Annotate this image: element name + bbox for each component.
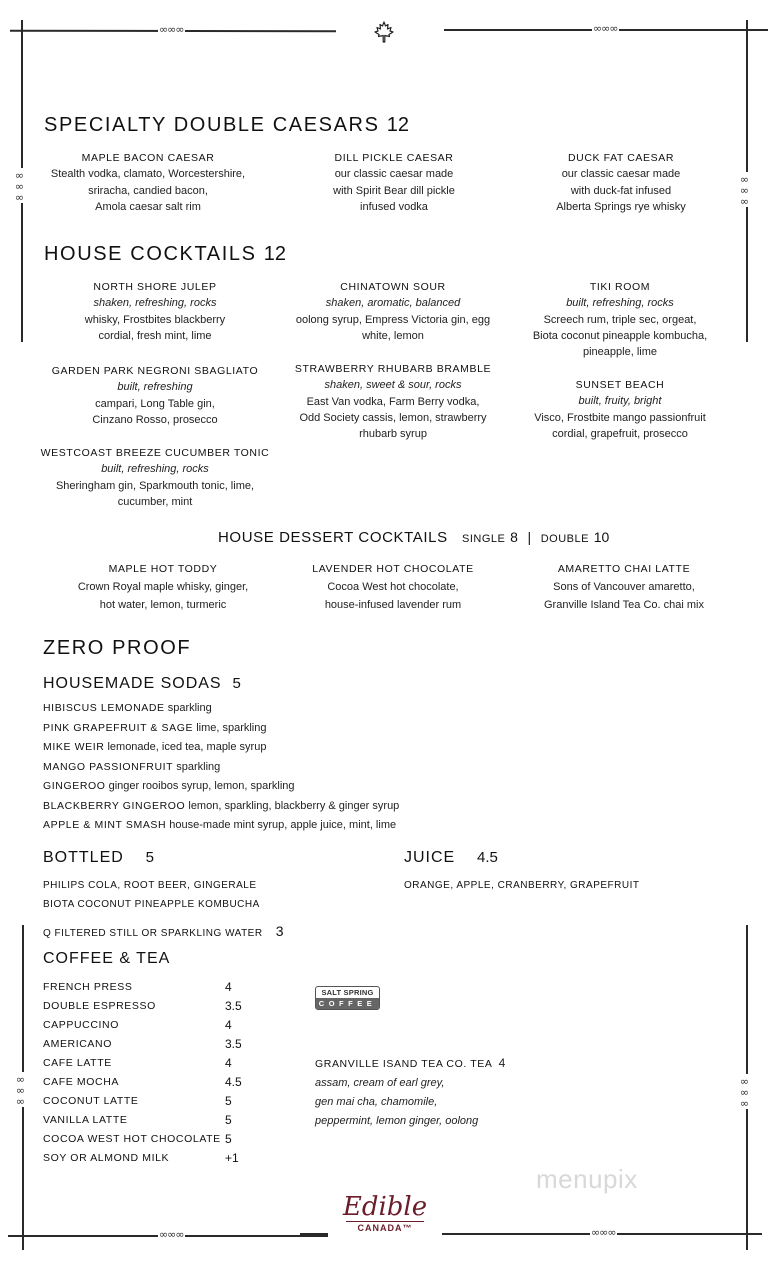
list-item: AMERICANO 3.5 <box>43 1037 242 1051</box>
maple-leaf-icon <box>372 20 396 44</box>
ornament-icon: ∞∞∞ <box>591 1226 616 1239</box>
menu-item-maple-hot-toddy: MAPLE HOT TODDY Crown Royal maple whisky, ginger, hot water, lemon, turmeric <box>77 563 249 611</box>
section-title-zero-proof: ZERO PROOF <box>43 637 192 659</box>
subsection-title-bottled: BOTTLED 5 <box>43 849 154 866</box>
menu-item-garden-park-negroni: GARDEN PARK NEGRONI SBAGLIATO built, refreshing campari, Long Table gin, Cinzano Rosso, prosecco <box>51 365 259 426</box>
list-item: SOY OR ALMOND MILK +1 <box>43 1151 239 1165</box>
list-item: COCONUT LATTE 5 <box>43 1094 232 1108</box>
edible-canada-logo: Edible CANADA™ <box>342 1192 428 1233</box>
section-title-dessert-cocktails: HOUSE DESSERT COCKTAILS SINGLE 8 | DOUBLE 10 <box>218 529 610 546</box>
salt-spring-coffee-logo: SALT SPRING COFFEE <box>315 986 380 1010</box>
menu-item-duck-fat-caesar: DUCK FAT CAESAR our classic caesar made with duck-fat infused Alberta Springs rye whisky <box>556 152 686 213</box>
subsection-title-housemade-sodas: HOUSEMADE SODAS 5 <box>43 675 241 692</box>
list-item: COCOA WEST HOT CHOCOLATE 5 <box>43 1132 232 1146</box>
ornament-icon: ∞∞∞ <box>738 173 751 206</box>
subsection-title-juice: JUICE 4.5 <box>404 849 498 866</box>
list-item: VANILLA LATTE 5 <box>43 1113 232 1127</box>
menu-item-westcoast-breeze: WESTCOAST BREEZE CUCUMBER TONIC built, refreshing, rocks Sheringham gin, Sparkmouth tonic, lime, cucumber, mint <box>40 447 270 508</box>
list-item: APPLE & MINT SMASH house-made mint syrup, apple juice, mint, lime <box>43 819 397 831</box>
menu-item-tiki-room: TIKI ROOM built, refreshing, rocks Screech rum, triple sec, orgeat, Biota coconut pineapple kombucha, pineapple, lime <box>532 281 708 359</box>
bottled-line-2: BIOTA COCONUT PINEAPPLE KOMBUCHA <box>43 899 260 910</box>
list-item: CAPPUCCINO 4 <box>43 1018 232 1032</box>
list-item: DOUBLE ESPRESSO 3.5 <box>43 999 242 1013</box>
list-item: CAFE LATTE 4 <box>43 1056 232 1070</box>
bottled-line-1: PHILIPS COLA, ROOT BEER, GINGERALE <box>43 880 257 891</box>
list-item: MANGO PASSIONFRUIT sparkling <box>43 760 221 773</box>
menu-item-strawberry-rhubarb-bramble: STRAWBERRY RHUBARB BRAMBLE shaken, sweet & sour, rocks East Van vodka, Farm Berry vodka, Odd Society cassis, lemon, strawberry rhubarb syrup <box>294 363 492 441</box>
ornament-icon: ∞∞∞ <box>159 1228 184 1241</box>
menu-item-dill-pickle-caesar: DILL PICKLE CAESAR our classic caesar made with Spirit Bear dill pickle infused vodka <box>333 152 455 213</box>
coffee-list <box>43 978 242 1168</box>
subsection-title-coffee-tea: COFFEE & TEA <box>43 950 171 967</box>
section-title-house-cocktails: HOUSE COCKTAILS 12 <box>44 243 286 265</box>
menu-item-amaretto-chai-latte: AMARETTO CHAI LATTE Sons of Vancouver amaretto, Granville Island Tea Co. chai mix <box>544 563 704 611</box>
menu-item-north-shore-julep: NORTH SHORE JULEP shaken, refreshing, rocks whisky, Frostbites blackberry cordial, fresh mint, lime <box>84 281 226 342</box>
ornament-icon: ∞∞∞ <box>14 1073 27 1106</box>
tea-item: GRANVILLE ISAND TEA CO. TEA 4 assam, cream of earl grey, gen mai cha, chamomile, peppermint, lemon ginger, oolong <box>315 1056 506 1127</box>
menu-item-lavender-hot-chocolate: LAVENDER HOT CHOCOLATE Cocoa West hot chocolate, house-infused lavender rum <box>312 563 474 611</box>
list-item: BLACKBERRY GINGEROO lemon, sparkling, blackberry & ginger syrup <box>43 799 400 812</box>
section-title-caesars: SPECIALTY DOUBLE CAESARS 12 <box>44 114 409 136</box>
bottom-border-left-stub <box>300 1233 328 1235</box>
list-item: HIBISCUS LEMONADE sparkling <box>43 702 212 714</box>
menu-item-sunset-beach: SUNSET BEACH built, fruity, bright Visco, Frostbite mango passionfruit cordial, grapefruit, prosecco <box>534 379 706 440</box>
ornament-icon: ∞∞∞ <box>159 23 184 36</box>
sodas-list <box>43 699 399 836</box>
water-item: Q FILTERED STILL OR SPARKLING WATER 3 <box>43 923 284 939</box>
juice-line: ORANGE, APPLE, CRANBERRY, GRAPEFRUIT <box>404 880 640 891</box>
menu-item-chinatown-sour: CHINATOWN SOUR shaken, aromatic, balanced oolong syrup, Empress Victoria gin, egg white, lemon <box>295 281 491 342</box>
ornament-icon: ∞∞∞ <box>738 1075 751 1108</box>
list-item: MIKE WEIR lemonade, iced tea, maple syrup <box>43 741 267 753</box>
menu-item-maple-bacon-caesar: MAPLE BACON CAESAR Stealth vodka, clamato, Worcestershire, sriracha, candied bacon, Amola caesar salt rim <box>50 152 246 213</box>
list-item: CAFE MOCHA 4.5 <box>43 1075 242 1089</box>
ornament-icon: ∞∞∞ <box>593 22 618 35</box>
list-item: FRENCH PRESS 4 <box>43 980 232 994</box>
list-item: PINK GRAPEFRUIT & SAGE lime, sparkling <box>43 721 267 734</box>
list-item: GINGEROO ginger rooibos syrup, lemon, sparkling <box>43 780 295 792</box>
watermark: menupix <box>536 1164 638 1194</box>
ornament-icon: ∞∞∞ <box>13 169 26 202</box>
